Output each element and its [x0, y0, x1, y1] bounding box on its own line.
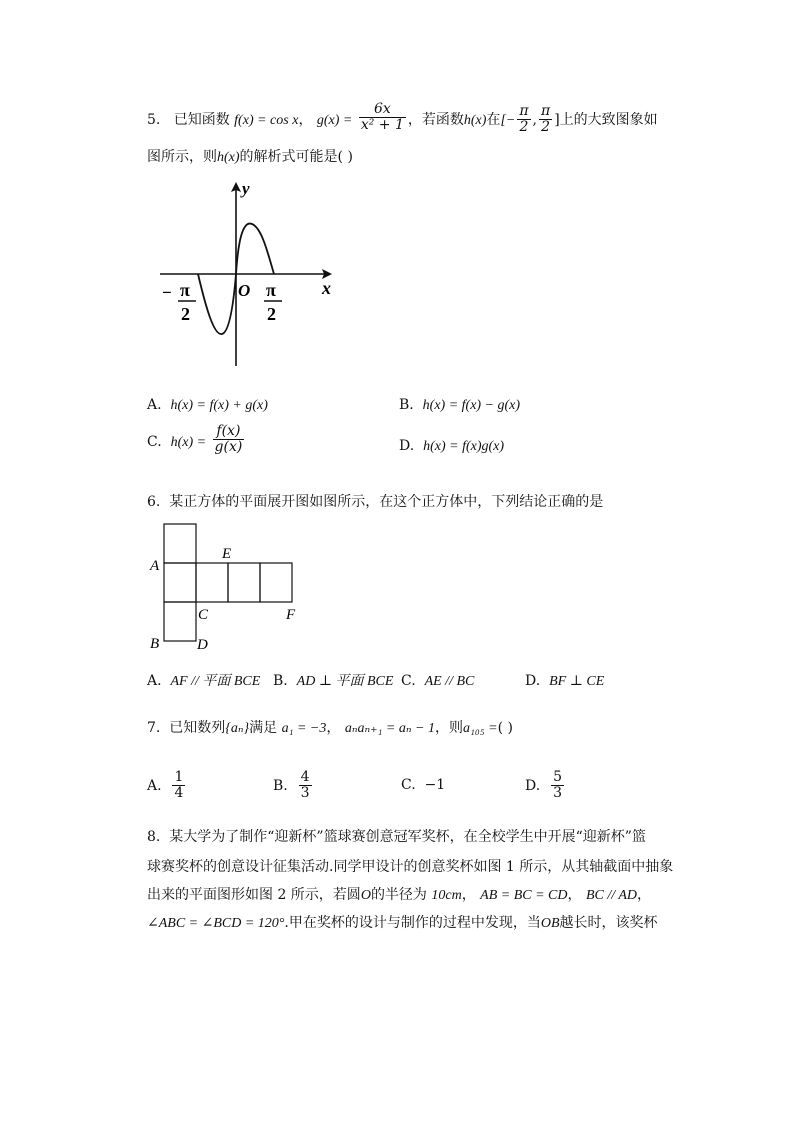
- q5-text-b: ，若函数: [407, 111, 464, 128]
- q8-line4-a: .甲在奖杯的设计与制作的过程中发现，当: [284, 915, 541, 931]
- q5-pi-1: π: [519, 103, 529, 119]
- q6-option-b[interactable]: [273, 670, 393, 693]
- q5-comma: ，: [298, 111, 313, 128]
- option-fraction: [172, 770, 185, 802]
- q6-option-c[interactable]: [401, 670, 474, 693]
- option-letter: B.: [273, 777, 288, 794]
- label-E: E: [222, 546, 232, 562]
- q7-cond2: aₙaₙ₊₁ = aₙ − 1: [344, 721, 435, 736]
- label-F: F: [286, 607, 296, 623]
- option-letter: D.: [525, 673, 541, 689]
- q5-g-denominator: x² + 1: [360, 117, 404, 134]
- option-text: AF // 平面 BCE: [170, 674, 261, 689]
- q5-g-numerator: 6x: [359, 102, 406, 118]
- q8-line1-text: 某大学为了制作“迎新杯”篮球赛创意冠军奖杯，在全校学生中开展“迎新杯”篮: [169, 829, 646, 845]
- option-numerator: 1: [174, 769, 184, 785]
- label-A: A: [150, 558, 160, 574]
- q6-option-d[interactable]: [525, 670, 604, 693]
- net-square-row-1: [164, 563, 196, 602]
- q8-line4: [147, 912, 658, 935]
- q8-number: 8.: [147, 829, 161, 845]
- label-D: D: [197, 637, 208, 653]
- q5-line2-h: h(x): [217, 150, 240, 165]
- q6-text: 某正方体的平面展开图如图所示，在这个正方体中，下列结论正确的是: [169, 494, 604, 510]
- q5-number: 5.: [147, 111, 161, 128]
- option-letter: C.: [147, 433, 162, 450]
- q8-line1: [147, 826, 646, 848]
- q5-g-fraction: [359, 102, 406, 134]
- q7-text-a: 已知数列: [169, 720, 226, 736]
- q6-option-a[interactable]: [147, 670, 260, 693]
- q7-comma: ，: [326, 720, 341, 736]
- option-denominator: 3: [300, 785, 310, 802]
- option-letter: A.: [147, 673, 162, 689]
- y-axis-label: y: [242, 179, 250, 198]
- q8-line3: [147, 884, 651, 907]
- q5-line2-text: 图所示，则: [147, 149, 217, 165]
- q7-blank: ( ): [497, 720, 513, 736]
- option-text: h(x) = f(x) + g(x): [170, 398, 268, 413]
- neg-pi-tick: π: [180, 280, 190, 300]
- q7-seq: {aₙ}: [225, 721, 250, 736]
- q5-text: 已知函数: [173, 111, 230, 128]
- q8-radius: 10cm: [431, 888, 462, 903]
- q7-option-a[interactable]: [147, 770, 187, 802]
- q5-interval-open: [−: [500, 112, 516, 128]
- q5-option-a[interactable]: [147, 394, 268, 417]
- option-fraction: [213, 424, 245, 456]
- q7-option-b[interactable]: [273, 770, 314, 802]
- x-axis-label: x: [322, 278, 331, 298]
- q7-number: 7.: [147, 720, 161, 736]
- option-text: AE // BC: [424, 674, 475, 689]
- q5-line2-end: 的解析式可能是( ): [239, 149, 353, 165]
- q8-ob: OB: [540, 916, 560, 931]
- q5-option-c[interactable]: [147, 423, 246, 458]
- q7-option-c[interactable]: [401, 774, 445, 796]
- q5-text-d: 上的大致图象如: [559, 111, 658, 128]
- option-text: BF ⊥ CE: [549, 674, 605, 689]
- q5-h-label: h(x): [463, 112, 487, 128]
- option-letter: C.: [401, 673, 416, 689]
- neg-sign: −: [162, 283, 172, 302]
- q6-number: 6.: [147, 494, 161, 510]
- q7-cond1: a₁ = −3: [281, 721, 327, 736]
- label-B: B: [150, 636, 160, 652]
- net-square-row-4: [260, 563, 292, 602]
- pos-pi-tick: π: [266, 280, 276, 300]
- option-text: −1: [424, 777, 446, 793]
- option-denominator: 3: [553, 785, 563, 802]
- q5-function-graph: [150, 178, 350, 370]
- option-letter: C.: [401, 777, 416, 793]
- option-fraction: [551, 770, 564, 802]
- q5-text-c: 在: [486, 111, 501, 128]
- q7-option-d[interactable]: [525, 770, 566, 802]
- q7-text-c: ，则: [435, 720, 463, 736]
- q5-interval-right: [539, 104, 552, 136]
- q8-line4-b: 越长时，该奖杯: [559, 915, 658, 931]
- q5-g-lhs: g(x) =: [316, 112, 353, 128]
- q8-line2-text: 球赛奖杯的创意设计征集活动.同学甲设计的创意奖杯如图 1 所示，从其轴截面中抽象: [147, 859, 674, 875]
- option-lhs: h(x) =: [170, 434, 207, 450]
- q8-parallel: BC // AD: [585, 888, 638, 903]
- option-denominator: 4: [174, 785, 184, 802]
- option-letter: A.: [147, 397, 162, 413]
- q7-stem: [147, 717, 513, 740]
- option-letter: A.: [147, 777, 162, 794]
- option-letter: D.: [399, 438, 415, 454]
- option-letter: B.: [273, 673, 288, 689]
- option-text: h(x) = f(x)g(x): [423, 439, 505, 454]
- net-square-top: [164, 524, 196, 563]
- q7-text-b: 满足: [249, 720, 278, 736]
- option-letter: B.: [399, 397, 414, 413]
- q8-line3-c: ，: [461, 887, 476, 903]
- origin-label: O: [238, 281, 251, 300]
- q8-circle-o: O: [360, 888, 371, 903]
- q5-f-def: f(x) = cos x: [234, 112, 299, 128]
- option-text: AD ⊥ 平面 BCE: [296, 674, 394, 689]
- pos-tick-den: 2: [267, 304, 276, 324]
- q5-option-d[interactable]: [399, 435, 504, 458]
- net-square-bottom: [164, 602, 196, 641]
- label-C: C: [198, 607, 209, 623]
- q5-interval-close: ]: [554, 111, 560, 128]
- net-square-row-2: [196, 563, 228, 602]
- option-letter: D.: [525, 777, 541, 794]
- q8-line3-e: ，: [637, 887, 652, 903]
- q5-line2: [147, 146, 353, 169]
- q8-line3-b: 的半径为: [370, 887, 427, 903]
- net-square-row-3: [228, 563, 260, 602]
- q5-two-2: 2: [541, 119, 551, 136]
- q6-cube-net: [146, 520, 306, 654]
- option-fraction: [299, 770, 312, 802]
- neg-tick-den: 2: [181, 304, 190, 324]
- q7-target: a₁₀₅ =: [463, 721, 498, 736]
- q5-interval-comma: ,: [532, 111, 537, 128]
- option-numerator: 4: [300, 769, 310, 785]
- q8-line2: [147, 856, 673, 878]
- q8-equal-sides: AB = BC = CD: [480, 888, 568, 903]
- option-denominator: g(x): [214, 439, 243, 456]
- q6-stem: [147, 491, 603, 513]
- q5-line1: [147, 101, 658, 136]
- q5-pi-2: π: [541, 103, 551, 119]
- option-numerator: 5: [553, 769, 563, 785]
- q5-interval-left: [517, 104, 530, 136]
- q8-angles: ∠ABC = ∠BCD = 120°: [147, 916, 285, 931]
- q5-option-b[interactable]: [399, 394, 520, 417]
- option-text: h(x) = f(x) − g(x): [422, 398, 521, 413]
- q8-line3-a: 出来的平面图形如图 2 所示，若圆: [147, 887, 361, 903]
- q8-line3-d: ，: [567, 887, 582, 903]
- q5-two-1: 2: [519, 119, 529, 136]
- option-numerator: f(x): [213, 424, 245, 440]
